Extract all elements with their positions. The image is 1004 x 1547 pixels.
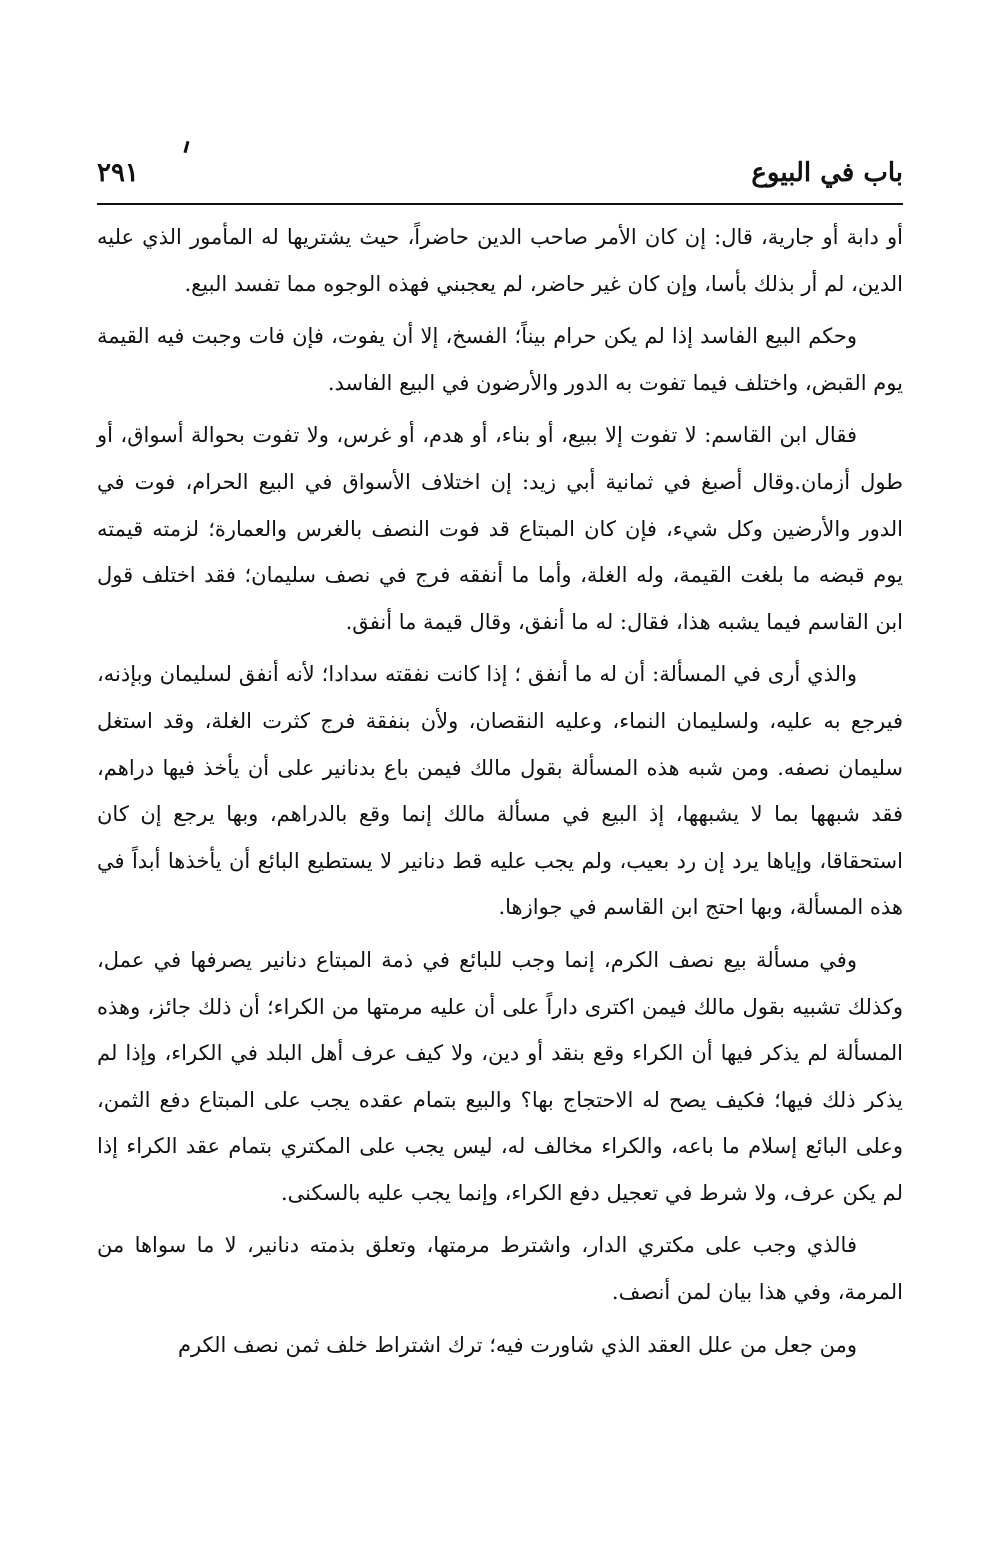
page-number: ٢٩١ [97, 158, 139, 188]
paragraph: أو دابة أو جارية، قال: إن كان الأمر صاحب الدين حاضراً، حيث يشتريها له المأمور الذي عليه الدين، لم أر بذلك بأسا، وإن كان غير حاضر، لم يعجبني فهذه الوجوه مما تفسد البيع. [97, 225, 903, 296]
running-header [97, 158, 903, 204]
header-divider [97, 203, 903, 205]
paragraph: وحكم البيع الفاسد إذا لم يكن حرام بيناً؛ الفسخ، إلا أن يفوت، فإن فات وجبت فيه القيمة يوم القبض، واختلف فيما تفوت به الدور والأرضون في البيع الفاسد. [97, 324, 903, 395]
margin-mark [183, 141, 189, 153]
chapter-title: باب في البيوع [751, 158, 903, 188]
paragraph: ومن جعل من علل العقد الذي شاورت فيه؛ ترك اشتراط خلف ثمن نصف الكرم [177, 1332, 857, 1357]
paragraph: وفي مسألة بيع نصف الكرم، إنما وجب للبائع في ذمة المبتاع دنانير يصرفها في عمل، وكذلك تشبيه بقول مالك فيمن اكترى داراً على أن عليه مرمتها من الكراء؛ أن ذلك جائز، وهذه المسألة لم يذكر فيها أن الكراء وقع بنقد أو دين، ولا كيف عرف أهل البلد في الكراء، وإذا لم يذكر ذلك فيها؛ فكيف يصح له الاحتجاج بها؟ والبيع بتمام عقده يجب على المبتاع دفع الثمن، وعلى البائع إسلام ما باعه، والكراء مخالف له، ليس يجب على المكتري بتمام عقد الكراء إذا لم يكن عرف، ولا شرط في تعجيل دفع الكراء، وإنما يجب عليه بالسكنى. [97, 947, 903, 1205]
main-text [97, 214, 903, 1374]
paragraph: فقال ابن القاسم: لا تفوت إلا ببيع، أو بناء، أو هدم، أو غرس، ولا تفوت بحوالة أسواق، أو طول أزمان.وقال أصبغ في ثمانية أبي زيد: إن اختلاف الأسواق في البيع الحرام، فوت في الدور والأرضين وكل شيء، فإن كان المبتاع قد فوت النصف بالغرس والعمارة؛ لزمته قيمته يوم قبضه ما بلغت القيمة، وله الغلة، وأما ما أنفقه فرج في نصف سليمان؛ فقد اختلف قول ابن القاسم فيما يشبه هذا، فقال: له ما أنفق، وقال قيمة ما أنفق. [97, 423, 904, 634]
paragraph: فالذي وجب على مكتري الدار، واشترط مرمتها، وتعلق بذمته دنانير، لا ما سواها من المرمة، وفي هذا بيان لمن أنصف. [97, 1233, 903, 1305]
paragraph: والذي أرى في المسألة: أن له ما أنفق ؛ إذا كانت نفقته سدادا؛ لأنه أنفق لسليمان وبإذنه، فيرجع به عليه، ولسليمان النماء، وعليه النقصان، ولأن بنفقة فرج كثرت الغلة، وقد استغل سليمان نصفه. ومن شبه هذه المسألة بقول مالك فيمن باع بدنانير على أن يأخذ فيها دراهم، فقد شبهها بما لا يشبهها، إذ البيع في مسألة مالك إنما وقع بالدراهم، وبها يرجع إن كان استحقاقا، وإياها يرد إن رد بعيب، ولم يجب عليه قط دنانير لا يستطيع البائع أن يأخذها أبداً في هذه المسألة، وبها احتج ابن القاسم في جوازها. [97, 662, 903, 920]
